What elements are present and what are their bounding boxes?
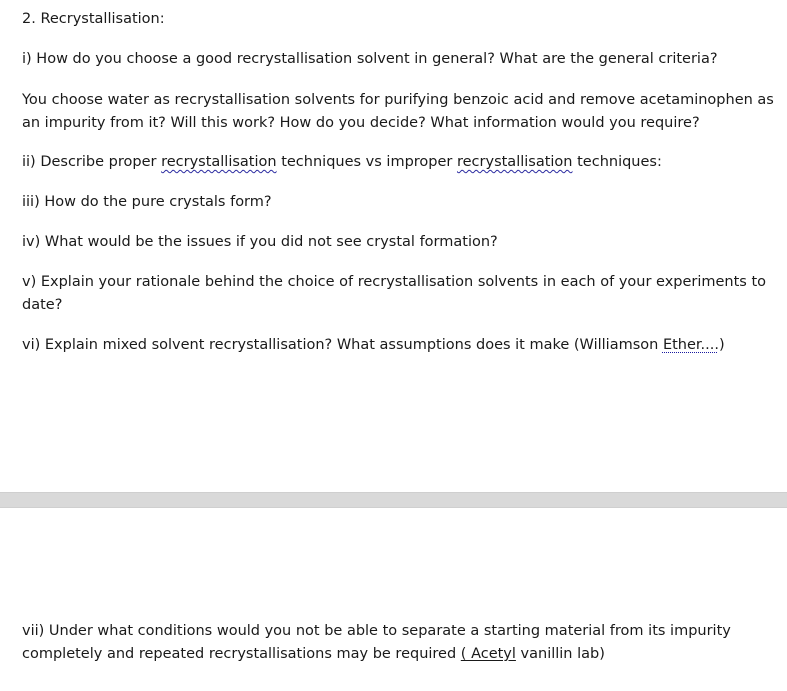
question-7-text-before: completely and repeated recrystallisations may be required: [22, 646, 461, 662]
question-5-line-1: v) Explain your rationale behind the choice of recrystallisation solvents in each of your experiments to: [22, 274, 767, 290]
question-3: iii) How do the pure crystals form?: [22, 194, 272, 210]
question-6: [22, 334, 725, 357]
spelling-flag-word-1[interactable]: recrystallisation: [161, 154, 277, 170]
question-1-followup-line-2: an impurity from it? Will this work? How do you decide? What information would you require?: [22, 115, 700, 131]
question-6-text-before: vi) Explain mixed solvent recrystallisation? What assumptions does it make (Williamson: [22, 337, 663, 353]
question-7-text-after: vanillin lab): [515, 646, 605, 662]
section-heading: 2. Recrystallisation:: [22, 11, 165, 27]
question-2: [22, 151, 662, 174]
page-break-gap: [0, 492, 787, 508]
question-1: i) How do you choose a good recrystallisation solvent in general? What are the general criteria?: [22, 51, 718, 67]
question-1-followup-line-1: You choose water as recrystallisation solvents for purifying benzoic acid and remove acetaminophen as: [22, 92, 774, 108]
question-4: iv) What would be the issues if you did not see crystal formation?: [22, 234, 498, 250]
question-6-text-after: ): [718, 337, 725, 353]
document-page-2: [0, 508, 787, 691]
acetyl-flagged-text[interactable]: ( Acetyl: [460, 646, 516, 662]
spelling-flag-word-2[interactable]: recrystallisation: [456, 154, 573, 170]
question-2-text-before: ii) Describe proper: [22, 154, 162, 170]
question-5-line-2: date?: [22, 297, 63, 313]
question-7-line-2: [22, 643, 605, 666]
question-2-text-after: techniques:: [572, 154, 662, 170]
question-7-line-1: vii) Under what conditions would you not be able to separate a starting material from its impurity: [22, 623, 731, 639]
ether-flagged-text[interactable]: Ether....: [662, 337, 719, 353]
question-2-text-middle: techniques vs improper: [276, 154, 457, 170]
